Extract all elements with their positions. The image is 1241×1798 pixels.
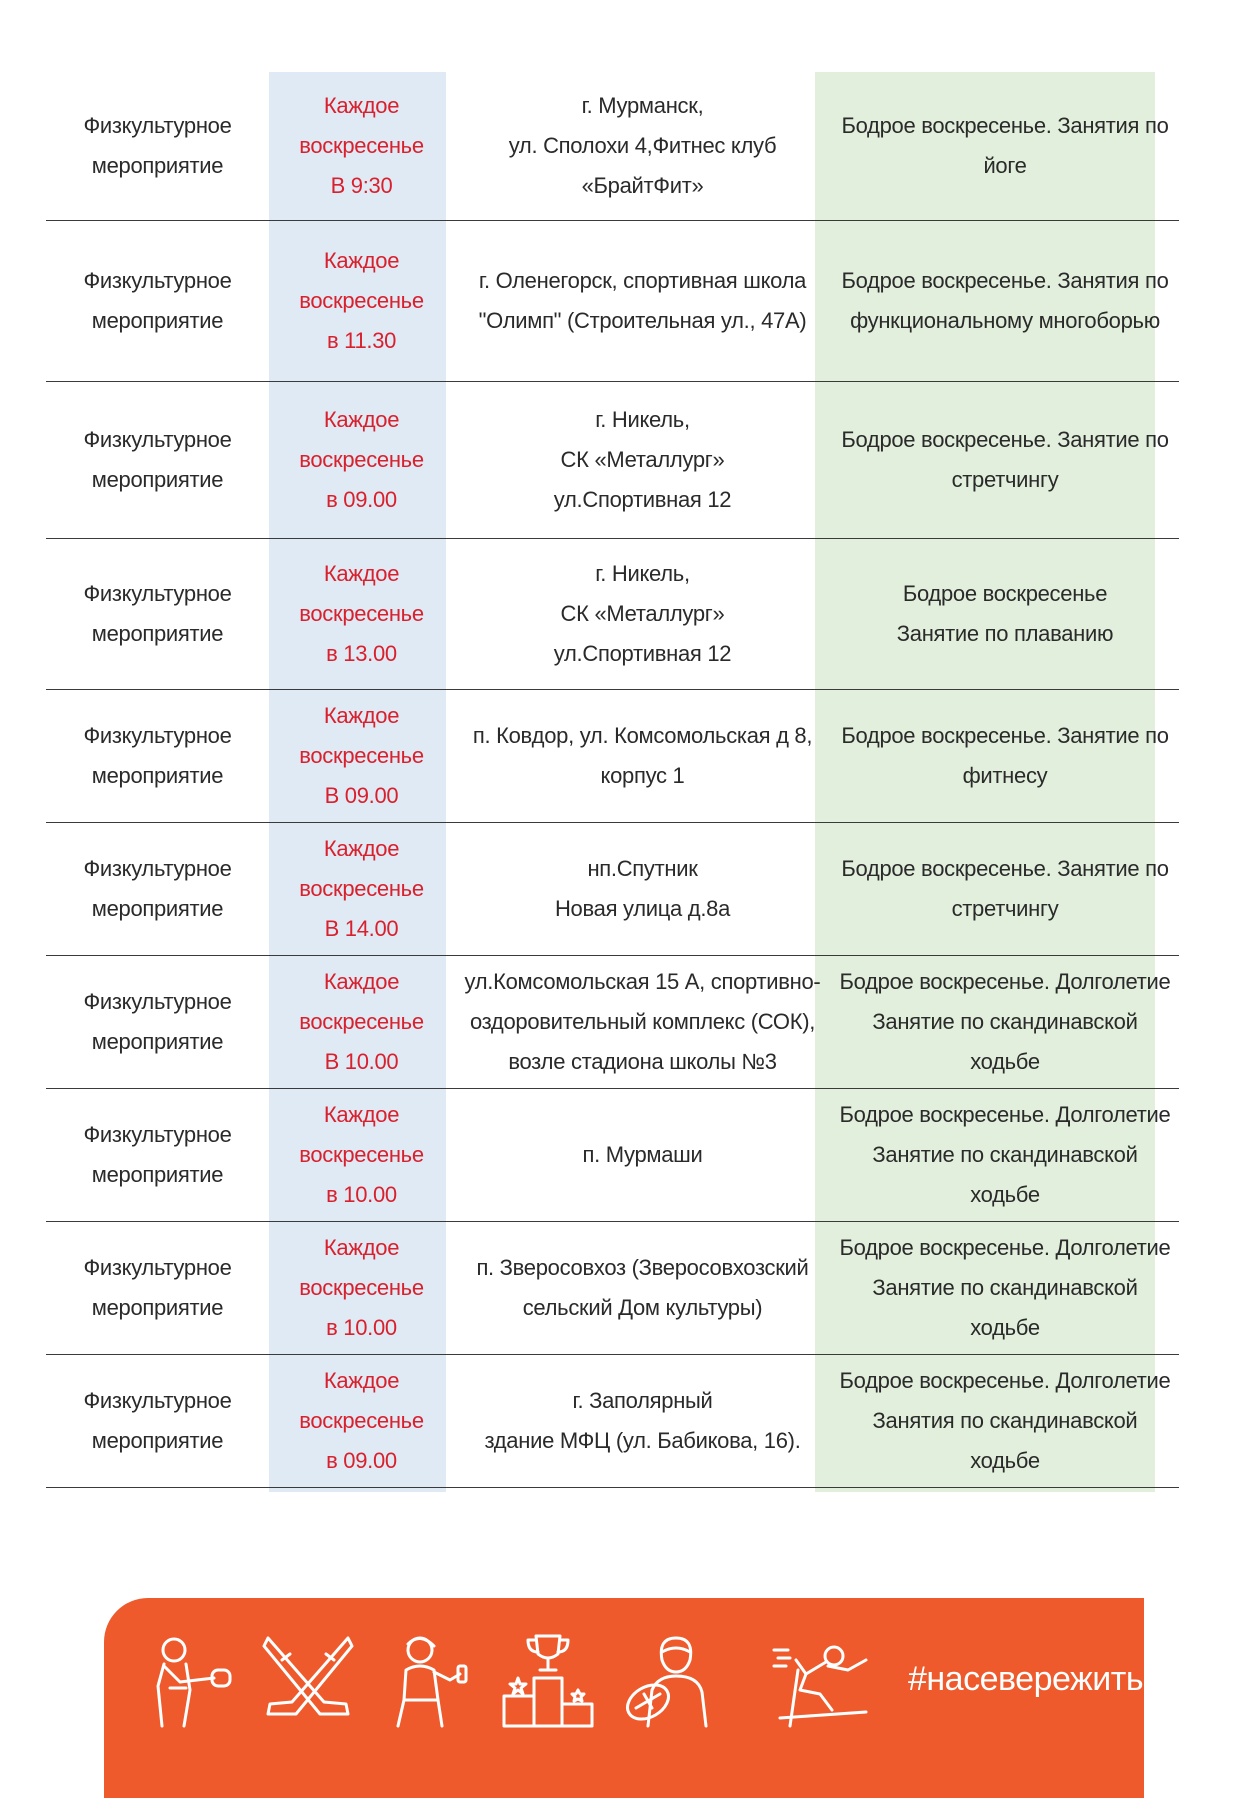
skier-icon [770,1630,870,1730]
event-type-line: Физкультурное [83,1254,232,1280]
event-place-line: "Олимп" (Строительная ул., 47А) [478,307,807,333]
event-type-line: Физкультурное [83,722,232,748]
event-type-line: мероприятие [91,895,224,921]
event-place-line: возле стадиона школы №3 [508,1048,777,1074]
event-description-line: функциональному многоборью [850,307,1160,333]
event-time-cell [269,689,454,822]
event-place-line: ул. Сполохи 4,Фитнес клуб «БрайтФит» [508,132,777,198]
event-time-cell [269,1088,454,1221]
event-time-line: в 10.00 [326,1314,397,1340]
event-place-line: нп.Спутник [587,855,698,881]
table-row [46,381,1179,538]
event-type-line: мероприятие [91,1294,224,1320]
event-description-cell [831,72,1179,220]
rugby-player-icon [618,1630,718,1730]
event-time-cell [269,538,454,689]
event-description-line: Бодрое воскресенье. Долголетие [839,1101,1171,1127]
event-time-cell [269,1354,454,1487]
event-type-line: Физкультурное [83,1121,232,1147]
event-time-line: воскресенье [299,287,424,313]
event-type-line: Физкультурное [83,267,232,293]
event-description-line: стретчингу [951,466,1059,492]
event-type-cell [46,381,269,538]
event-time-line: воскресенье [299,446,424,472]
event-description-cell [831,822,1179,955]
event-time-cell [269,822,454,955]
event-description-line: Занятие по скандинавской ходьбе [872,1008,1138,1074]
event-type-line: Физкультурное [83,988,232,1014]
event-type-cell [46,1088,269,1221]
event-time-line: воскресенье [299,600,424,626]
event-type-line: Физкультурное [83,1387,232,1413]
event-type-line: мероприятие [91,466,224,492]
event-type-line: мероприятие [91,152,224,178]
event-place-line: Новая улица д.8а [554,895,731,921]
event-type-cell [46,822,269,955]
event-place-line: г. Никель, [595,406,690,432]
event-time-line: Каждое [323,406,400,432]
event-place-cell [454,1354,831,1487]
event-place-cell [454,689,831,822]
hockey-sticks-icon [258,1630,358,1730]
event-place-cell [454,381,831,538]
event-type-cell [46,955,269,1088]
event-type-cell [46,538,269,689]
event-place-line: ул.Комсомольская 15 А, спортивно- [464,968,821,994]
event-description-line: стретчингу [951,895,1059,921]
event-description-line: Бодрое воскресенье. Долголетие [839,1367,1171,1393]
event-time-line: Каждое [323,1367,400,1393]
event-type-cell [46,1221,269,1354]
event-description-cell [831,1221,1179,1354]
event-time-line: воскресенье [299,875,424,901]
table-row [46,1354,1179,1487]
hashtag: #насевережить [908,1660,1144,1698]
event-place-line: г. Никель, [595,560,690,586]
event-time-line: Каждое [323,247,400,273]
event-time-line: в 13.00 [326,640,397,666]
event-place-line: г. Оленегорск, спортивная школа [478,267,807,293]
event-time-line: в 10.00 [326,1181,397,1207]
event-time-line: воскресенье [299,1141,424,1167]
event-place-line: п. Мурмаши [582,1141,703,1167]
event-time-line: воскресенье [299,132,424,158]
table-row [46,220,1179,381]
event-time-line: В 10.00 [324,1048,399,1074]
event-description-line: Бодрое воскресенье [902,580,1108,606]
event-description-line: йоге [983,152,1027,178]
event-type-cell [46,72,269,220]
event-type-line: мероприятие [91,1028,224,1054]
event-place-cell [454,822,831,955]
event-type-line: мероприятие [91,307,224,333]
event-time-line: Каждое [323,560,400,586]
event-time-line: Каждое [323,968,400,994]
event-time-line: В 09.00 [324,782,399,808]
event-type-line: Физкультурное [83,580,232,606]
event-description-line: фитнесу [962,762,1048,788]
event-type-cell [46,689,269,822]
event-description-line: Бодрое воскресенье. Долголетие [839,968,1171,994]
event-description-line: Занятие по скандинавской ходьбе [872,1274,1138,1340]
event-place-cell [454,220,831,381]
event-type-line: мероприятие [91,620,224,646]
event-place-line: здание МФЦ (ул. Бабикова, 16). [484,1427,801,1453]
event-time-line: В 14.00 [324,915,399,941]
table-row [46,72,1179,220]
event-description-line: Занятие по плаванию [896,620,1114,646]
event-description-cell [831,689,1179,822]
event-time-line: Каждое [323,1234,400,1260]
event-description-cell [831,381,1179,538]
event-place-line: ул.Спортивная 12 [553,486,732,512]
event-time-cell [269,1221,454,1354]
event-description-cell [831,220,1179,381]
event-time-line: воскресенье [299,1274,424,1300]
event-description-cell [831,1088,1179,1221]
table-row [46,689,1179,822]
podium-trophy-icon [498,1630,598,1730]
event-place-line: оздоровительный комплекс (СОК), [469,1008,816,1034]
event-description-line: Бодрое воскресенье. Занятия по [841,112,1169,138]
event-type-line: мероприятие [91,1161,224,1187]
event-place-line: п. Зверосовхоз (Зверосовхозский [476,1254,809,1280]
event-type-line: Физкультурное [83,855,232,881]
event-time-line: Каждое [323,92,400,118]
event-type-line: мероприятие [91,1427,224,1453]
event-place-line: СК «Металлург» [560,600,725,626]
event-time-cell [269,381,454,538]
table-row [46,822,1179,955]
event-time-line: В 9:30 [330,172,393,198]
event-description-cell [831,955,1179,1088]
event-time-line: воскресенье [299,1008,424,1034]
event-description-line: Бодрое воскресенье. Занятия по [841,267,1169,293]
event-place-line: ул.Спортивная 12 [553,640,732,666]
event-time-line: воскресенье [299,1407,424,1433]
event-time-line: в 09.00 [326,1447,397,1473]
event-time-line: Каждое [323,1101,400,1127]
event-type-line: мероприятие [91,762,224,788]
table-row [46,1221,1179,1354]
event-time-cell [269,220,454,381]
event-place-cell [454,955,831,1088]
event-time-line: в 11.30 [326,327,397,353]
event-place-cell [454,538,831,689]
event-place-line: г. Мурманск, [581,92,704,118]
event-type-line: Физкультурное [83,426,232,452]
event-description-line: Занятия по скандинавской ходьбе [872,1407,1138,1473]
event-type-cell [46,1354,269,1487]
event-time-line: в 09.00 [326,486,397,512]
event-place-cell [454,1088,831,1221]
event-type-cell [46,220,269,381]
event-place-line: корпус 1 [600,762,685,788]
event-description-line: Бодрое воскресенье. Занятие по [841,722,1169,748]
event-description-cell [831,1354,1179,1487]
table-row [46,955,1179,1088]
event-place-line: г. Заполярный [572,1387,713,1413]
table-row [46,538,1179,689]
event-time-line: воскресенье [299,742,424,768]
event-place-line: сельский Дом культуры) [522,1294,763,1320]
event-time-cell [269,72,454,220]
event-place-line: п. Ковдор, ул. Комсомольская д 8, [472,722,813,748]
event-place-cell [454,1221,831,1354]
event-time-cell [269,955,454,1088]
event-description-line: Бодрое воскресенье. Занятие по [841,426,1169,452]
fitness-woman-icon [378,1630,478,1730]
boxer-icon [140,1630,240,1730]
event-place-cell [454,72,831,220]
table-row [46,1088,1179,1221]
event-description-line: Занятие по скандинавской ходьбе [872,1141,1138,1207]
schedule-table [46,72,1179,1488]
event-description-cell [831,538,1179,689]
event-time-line: Каждое [323,835,400,861]
event-time-line: Каждое [323,702,400,728]
event-place-line: СК «Металлург» [560,446,725,472]
event-description-line: Бодрое воскресенье. Занятие по [841,855,1169,881]
event-type-line: Физкультурное [83,112,232,138]
event-description-line: Бодрое воскресенье. Долголетие [839,1234,1171,1260]
